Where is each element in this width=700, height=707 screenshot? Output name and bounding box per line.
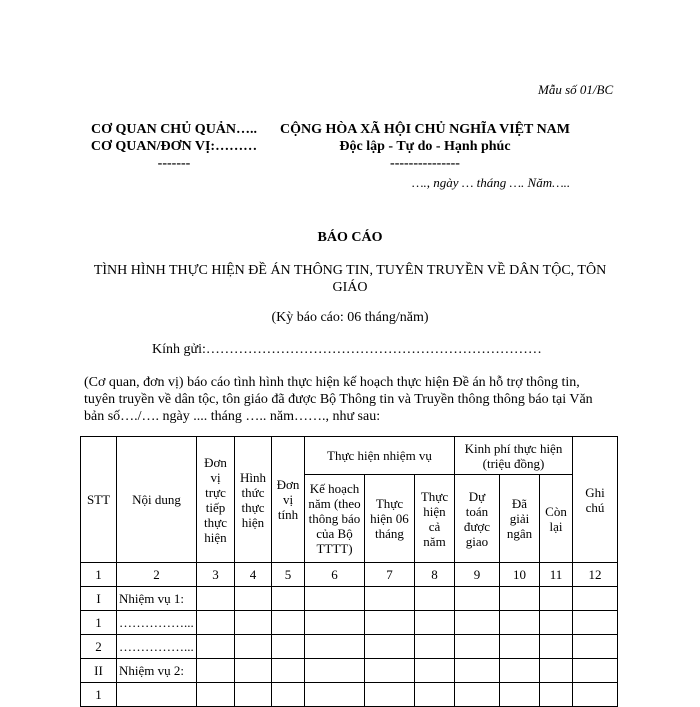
row-content: Nhiệm vụ 2: xyxy=(117,659,197,683)
empty-cell xyxy=(500,683,540,707)
empty-cell xyxy=(415,587,455,611)
empty-cell xyxy=(365,611,415,635)
empty-cell xyxy=(573,635,618,659)
empty-cell xyxy=(500,587,540,611)
header-remaining: Còn lại xyxy=(540,475,573,563)
empty-cell xyxy=(305,659,365,683)
empty-cell xyxy=(197,611,235,635)
empty-cell xyxy=(500,659,540,683)
row-content: Nhiệm vụ 1: xyxy=(117,587,197,611)
header-left xyxy=(84,121,264,172)
empty-cell xyxy=(272,683,305,707)
header-disbursed: Đã giải ngân xyxy=(500,475,540,563)
empty-cell xyxy=(415,635,455,659)
table-row xyxy=(81,611,618,635)
column-number: 3 xyxy=(197,563,235,587)
header-done-year: Thực hiện cả năm xyxy=(415,475,455,563)
column-number: 5 xyxy=(272,563,305,587)
date-line: …., ngày … tháng …. Năm….. xyxy=(412,175,571,190)
empty-cell xyxy=(573,611,618,635)
empty-cell xyxy=(455,587,500,611)
column-number: 12 xyxy=(573,563,618,587)
column-number: 9 xyxy=(455,563,500,587)
empty-cell xyxy=(305,587,365,611)
header-estimate: Dự toán được giao xyxy=(455,475,500,563)
empty-cell xyxy=(415,683,455,707)
reporting-unit: CƠ QUAN/ĐƠN VỊ:……… xyxy=(90,139,258,154)
empty-cell xyxy=(573,659,618,683)
column-number-row xyxy=(81,563,618,587)
column-number: 1 xyxy=(81,563,117,587)
report-table xyxy=(80,436,618,707)
empty-cell xyxy=(365,659,415,683)
column-number: 4 xyxy=(235,563,272,587)
row-stt: II xyxy=(81,659,117,683)
empty-cell xyxy=(305,683,365,707)
recipient-line: Kính gửi:……………………………………………………………… xyxy=(152,342,542,357)
empty-cell xyxy=(500,611,540,635)
column-number: 8 xyxy=(415,563,455,587)
empty-cell xyxy=(235,611,272,635)
header-left-divider: ------- xyxy=(157,156,191,171)
header-plan: Kế hoạch năm (theo thông báo của Bộ TTTT) xyxy=(305,475,365,563)
empty-cell xyxy=(197,635,235,659)
header-done-6m: Thực hiện 06 tháng xyxy=(365,475,415,563)
empty-cell xyxy=(455,635,500,659)
empty-cell xyxy=(455,611,500,635)
empty-cell xyxy=(540,587,573,611)
row-stt: 1 xyxy=(81,611,117,635)
row-stt: 1 xyxy=(81,683,117,707)
empty-cell xyxy=(305,611,365,635)
empty-cell xyxy=(197,683,235,707)
empty-cell xyxy=(235,635,272,659)
header-stt: STT xyxy=(81,437,117,563)
row-content xyxy=(117,683,197,707)
empty-cell xyxy=(455,659,500,683)
header-content: Nội dung xyxy=(117,437,197,563)
intro-paragraph: (Cơ quan, đơn vị) báo cáo tình hình thực hiện kế hoạch thực hiện Đề án hỗ trợ thông tin, tuyên truyền về dân tộc, tôn giáo đã được Bộ Thông tin và Truyền thông thông báo tại Văn bản số…./…. ngày .... tháng ….. năm……., như sau: xyxy=(84,375,593,424)
empty-cell xyxy=(235,587,272,611)
empty-cell xyxy=(197,587,235,611)
report-title: BÁO CÁO xyxy=(317,230,383,245)
empty-cell xyxy=(197,659,235,683)
empty-cell xyxy=(540,659,573,683)
header-note: Ghi chú xyxy=(573,437,618,563)
column-number: 2 xyxy=(117,563,197,587)
empty-cell xyxy=(272,611,305,635)
empty-cell xyxy=(365,587,415,611)
header-direct-unit: Đơn vị trực tiếp thực hiện xyxy=(197,437,235,563)
empty-cell xyxy=(540,635,573,659)
report-period: (Kỳ báo cáo: 06 tháng/năm) xyxy=(271,310,429,325)
header-unit: Đơn vị tính xyxy=(272,437,305,563)
empty-cell xyxy=(573,683,618,707)
row-stt: 2 xyxy=(81,635,117,659)
table-row xyxy=(81,683,618,707)
row-content: ……………... xyxy=(117,635,197,659)
empty-cell xyxy=(540,683,573,707)
empty-cell xyxy=(540,611,573,635)
header-right-divider: --------------- xyxy=(390,156,460,171)
table-row xyxy=(81,587,618,611)
empty-cell xyxy=(235,659,272,683)
governing-agency: CƠ QUAN CHỦ QUẢN….. xyxy=(90,122,258,137)
empty-cell xyxy=(365,683,415,707)
report-subtitle: TÌNH HÌNH THỰC HIỆN ĐỀ ÁN THÔNG TIN, TUYÊN TRUYỀN VỀ DÂN TỘC, TÔN GIÁO xyxy=(93,263,607,295)
column-number: 7 xyxy=(365,563,415,587)
empty-cell xyxy=(305,635,365,659)
header-task-group: Thực hiện nhiệm vụ xyxy=(305,437,455,475)
form-code: Mẫu số 01/BC xyxy=(538,82,614,97)
national-header xyxy=(270,121,580,172)
column-number: 11 xyxy=(540,563,573,587)
empty-cell xyxy=(235,683,272,707)
empty-cell xyxy=(573,587,618,611)
table-row xyxy=(81,659,618,683)
national-motto: Độc lập - Tự do - Hạnh phúc xyxy=(339,139,511,154)
header-funding-group: Kinh phí thực hiện (triệu đồng) xyxy=(455,437,573,475)
row-content: ……………... xyxy=(117,611,197,635)
table-row xyxy=(81,635,618,659)
empty-cell xyxy=(455,683,500,707)
column-number: 10 xyxy=(500,563,540,587)
table-header-row xyxy=(81,437,618,475)
header-form: Hình thức thực hiện xyxy=(235,437,272,563)
empty-cell xyxy=(415,659,455,683)
empty-cell xyxy=(500,635,540,659)
row-stt: I xyxy=(81,587,117,611)
empty-cell xyxy=(365,635,415,659)
empty-cell xyxy=(272,659,305,683)
national-name: CỘNG HÒA XÃ HỘI CHỦ NGHĨA VIỆT NAM xyxy=(279,122,570,137)
column-number: 6 xyxy=(305,563,365,587)
empty-cell xyxy=(272,635,305,659)
empty-cell xyxy=(415,611,455,635)
empty-cell xyxy=(272,587,305,611)
